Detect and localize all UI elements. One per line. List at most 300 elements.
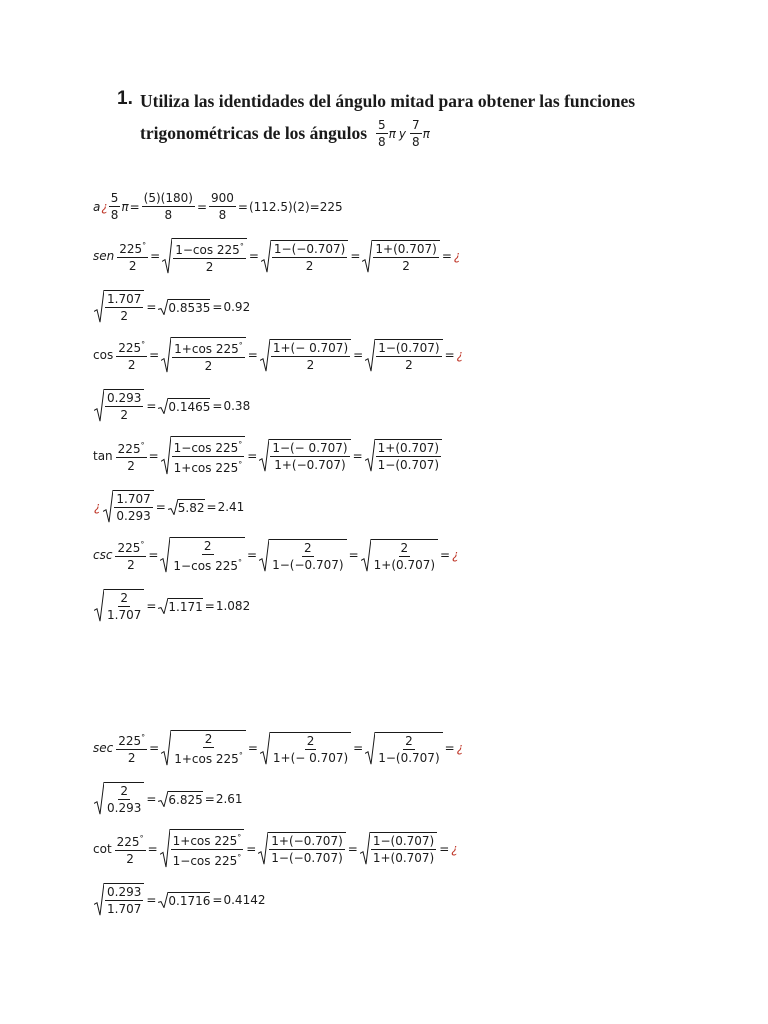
frac-num-text: 2 [204,732,213,746]
square-root [258,832,345,865]
frac-den-text: 1+(0.707) [373,557,436,572]
frac-den-text: 1+(−0.707) [274,458,346,472]
fraction [116,439,147,473]
square-root [162,238,247,274]
frac-den-text: 2 [127,358,136,372]
radicand [168,598,202,614]
frac-den-text: 1−(−0.707) [272,557,344,572]
sen-equation [93,238,460,274]
frac-den [105,901,143,916]
frac-num [117,239,148,258]
radical-sign [260,339,270,372]
radicand [113,490,153,523]
frac-num [305,734,317,750]
frac-num [171,831,244,850]
radical-sign [361,539,371,572]
frac-den-text: 2 [204,359,213,373]
fraction [171,539,244,573]
radical-sign [158,299,168,315]
frac-den [126,357,138,372]
equals: = [247,348,258,362]
radicand [371,539,438,572]
fraction [142,191,195,222]
equals: = [441,249,452,263]
frac-den-text: 1−(−0.707) [271,851,343,865]
frac-num [105,292,143,308]
equals: = [155,499,166,514]
frac-num [203,732,215,748]
frac-num [371,834,436,850]
square-root [360,832,437,865]
result-value: 0.38 [223,398,251,413]
degree-mark: ° [141,733,146,742]
square-root [361,539,438,572]
unknown-glyph: ¿ [453,249,461,263]
frac-den [270,557,345,572]
equals: = [353,348,364,362]
radicand [375,339,442,372]
unknown-glyph: ¿ [456,348,464,362]
result-value: 0.4142 [223,892,266,907]
degree-mark: ° [238,751,243,760]
equals: = [146,299,157,314]
equals: = [440,548,451,562]
radicand-value: 0.8535 [168,300,211,315]
frac-den-text: 1+cos 225 [174,752,239,766]
square-root [94,782,144,815]
square-root [260,339,351,372]
square-root [160,537,245,573]
frac-num-text: 1+(0.707) [377,441,440,455]
frac-den-text: 1−cos 225 [173,559,239,573]
frac-den-text: 2 [305,258,314,273]
frac-num-text: 1.707 [116,492,151,506]
frac-num [270,441,349,457]
square-root [365,339,442,372]
radicand-value: 5.82 [177,500,205,515]
equals: = [196,199,207,214]
radicand-value: 6.825 [168,792,203,807]
pi-symbol: π [121,199,129,214]
fraction [270,541,345,572]
frac-num [114,492,152,508]
frac-num [172,438,245,457]
frac-num [202,539,214,555]
radical-sign [162,238,172,274]
frac-num [173,240,246,259]
result-value: 0.92 [223,299,251,314]
square-root [158,791,202,807]
frac-den [172,748,245,766]
frac-den: 8 [164,208,173,222]
result-value: 2.41 [217,499,245,514]
radical-sign [260,732,270,765]
degree-mark: ° [237,833,242,842]
frac-den [126,750,138,765]
equals: = [147,841,158,856]
frac-den [172,457,245,475]
equals: = [350,249,361,263]
cot-equation [93,829,458,868]
square-root [94,290,144,323]
frac-den-text: 1−cos 225 [172,854,238,868]
frac-den-text: 0.293 [116,509,151,523]
radicand [270,339,351,372]
frac-num [116,338,147,357]
frac-num [272,242,347,258]
square-root [158,398,210,414]
fraction [376,441,441,472]
frac-num [403,734,415,750]
frac-num [105,391,143,407]
cos-equation [93,337,463,373]
frac-den [272,457,347,472]
radicand [270,732,351,765]
unknown-glyph: ¿ [101,199,108,214]
unknown-glyph: ¿ [94,499,101,514]
radicand [268,832,345,865]
radical-sign [94,883,104,916]
radical-sign [168,499,178,515]
fraction [115,538,146,572]
fraction [172,732,245,766]
angle1-fraction [376,118,388,149]
frac-num [302,541,314,557]
frac-den: 8 [218,208,227,222]
frac-num [172,339,245,358]
frac-den [114,508,152,523]
radical-sign [158,892,168,908]
equals: = [247,548,258,562]
fraction [114,492,152,523]
frac-num: 5 [110,191,119,205]
square-root [94,589,144,622]
radical-sign [94,589,104,622]
frac-den-text: 1+(− 0.707) [272,750,349,765]
square-root [103,490,153,523]
fraction [117,239,148,273]
equals: = [129,199,140,214]
frac-num [269,834,344,850]
fraction [376,341,441,372]
tan-result [93,490,244,523]
cot-result [93,883,265,916]
step-a [93,191,343,222]
result-value: 2.61 [215,791,243,806]
angle2-den: 8 [412,135,420,149]
fraction [372,541,437,572]
frac-num [399,541,411,557]
square-root [94,883,144,916]
fraction [172,339,245,373]
fraction [209,191,236,222]
frac-num-text: 1+(−0.707) [271,834,343,848]
tan-equation [93,436,443,475]
function-name: cos [93,348,114,362]
csc-equation [93,537,458,573]
frac-den-text: 1−(0.707) [377,458,440,472]
sec-equation [93,730,463,766]
frac-num-text: 1−(−0.707) [273,241,346,256]
frac-num: 900 [211,191,234,205]
square-root [161,730,246,766]
equals: = [247,448,258,463]
equals: = [444,741,455,755]
radicand [104,782,144,815]
square-root [94,389,144,422]
frac-num [271,341,350,357]
frac-num [376,341,441,357]
equals: = [149,741,160,755]
frac-den-text: 2 [205,260,214,274]
equals: = [348,548,359,562]
radical-sign [103,490,113,523]
frac-den: 8 [110,208,119,222]
radical-sign [259,539,269,572]
problem-line-1: Utiliza las identidades del ángulo mitad para obtener las funciones [140,91,636,111]
fraction [271,341,350,372]
frac-den-text: 2 [127,458,135,473]
radical-sign [94,389,104,422]
degree-mark: ° [239,242,244,251]
frac-num [116,731,147,750]
frac-num-text: 1−cos 225 [175,243,240,257]
radicand [375,439,442,472]
function-name: sen [93,249,115,263]
frac-num [116,439,147,458]
frac-num-text: 1−(0.707) [372,834,435,848]
equals: = [146,398,157,413]
radical-sign [161,337,171,373]
degree-mark: ° [141,340,146,349]
frac-den-text: 2 [402,258,410,273]
radical-sign [160,537,170,573]
cos-result [93,389,250,422]
radicand [269,539,346,572]
frac-den [127,258,139,273]
radical-sign [94,782,104,815]
frac-den [400,258,412,273]
frac-den [105,800,143,815]
degree-mark: ° [237,853,242,862]
square-root [160,829,245,868]
equals: = [146,598,157,613]
radical-sign [365,732,375,765]
radical-sign [94,290,104,323]
radicand [178,499,205,515]
radicand [269,439,350,472]
step-a-label: a [93,199,101,214]
function-name: csc [93,548,113,562]
radicand-value: 0.1716 [168,893,211,908]
frac-num-text: 1.707 [107,292,142,306]
radical-sign [365,339,375,372]
radicand [170,537,245,573]
frac-den [204,259,216,274]
fraction [270,441,349,472]
frac-den-text: 2 [120,309,128,323]
degree-mark: ° [238,460,243,469]
equals: = [204,791,215,806]
radicand [370,832,437,865]
frac-den [118,407,130,422]
square-root [261,240,348,273]
radicand [172,238,247,274]
fraction [271,734,350,765]
degree-mark: ° [139,833,144,843]
frac-num-text: 2 [120,784,128,798]
frac-num-text: 2 [405,733,413,748]
fraction [116,338,147,372]
problem-line-2-text: trigonométricas de los ángulos [140,123,368,143]
frac-num-text: 225 [117,441,141,456]
fraction [173,240,246,274]
equals: = [206,499,217,514]
frac-den-text: 2 [405,357,413,372]
frac-den-text: 2 [306,357,315,372]
equals: = [150,249,161,263]
frac-num-text: 225 [118,341,142,355]
radicand [168,892,210,908]
degree-mark: ° [140,540,145,549]
frac-den [269,850,344,865]
frac-num [105,885,143,901]
angle1-num: 5 [378,118,386,132]
frac-num [118,591,130,607]
fraction [105,784,143,815]
frac-num [373,242,438,258]
csc-result [93,589,250,622]
connector-y: y [398,126,406,141]
frac-den-text: 2 [127,558,135,572]
radical-sign [365,439,375,472]
angle2-num: 7 [412,118,420,132]
degree-mark: ° [142,241,147,250]
frac-den [171,850,244,868]
equals: = [237,199,248,214]
angle1-den: 8 [378,135,386,149]
fraction [105,591,143,622]
frac-den [376,457,441,472]
equals: = [247,741,258,755]
frac-num-text: 2 [120,591,128,605]
radical-sign [362,240,372,273]
problem-line-2 [140,118,430,149]
radicand [104,389,144,422]
radicand [171,337,246,373]
frac-den [125,458,137,473]
frac-num [376,441,441,457]
result-value: 1.082 [215,598,251,613]
radicand [104,589,144,622]
radical-sign [158,791,168,807]
frac-den-text: 1−(0.707) [378,750,440,765]
fraction [269,834,344,865]
radicand [170,829,245,868]
frac-num-text: 225 [119,242,143,256]
frac-num-text: 0.293 [107,885,142,899]
frac-num [118,784,130,800]
frac-den [118,308,130,323]
radical-sign [158,398,168,414]
equals: = [212,398,223,413]
square-root [259,539,346,572]
square-root [362,240,439,273]
equals: = [248,249,259,263]
equals: = [212,299,223,314]
radicand [372,240,439,273]
radicand-value: 0.1465 [168,399,211,414]
frac-num-text: 0.293 [107,391,142,405]
frac-num: (5)(180) [143,191,193,205]
fraction [272,242,347,273]
equals: = [347,841,358,856]
frac-num-text: 225 [118,734,142,748]
frac-num-text: 1+(0.707) [375,241,437,256]
radical-sign [258,832,268,865]
angles-expression [375,118,430,149]
frac-num-text: 2 [203,539,212,553]
degree-mark: ° [140,440,145,450]
frac-den [371,850,436,865]
fraction [371,834,436,865]
frac-den-text: 0.293 [107,801,142,815]
equals: = [212,892,223,907]
fraction [376,734,441,765]
radicand-value: 1.171 [168,599,203,614]
equals: = [246,841,257,856]
square-root [365,439,442,472]
radical-sign [259,439,269,472]
fraction [116,731,147,765]
square-root [260,732,351,765]
frac-num-text: 1−cos 225 [173,441,239,455]
frac-den [124,851,136,866]
equals: = [439,841,450,856]
fraction [109,191,121,222]
frac-den-text: 1.707 [107,608,142,622]
fraction [115,832,146,866]
square-root [161,337,246,373]
frac-num-text: 1−(0.707) [378,340,440,355]
square-root [158,598,202,614]
angle2-fraction [410,118,422,149]
radicand [375,732,442,765]
sen-result [93,290,250,323]
square-root [161,436,246,475]
radicand [271,240,348,273]
radicand [168,398,210,414]
unknown-glyph: ¿ [451,841,458,856]
frac-den-text: 1.707 [107,902,142,916]
function-name: tan [93,448,113,463]
radicand [104,883,144,916]
degree-mark: ° [238,440,243,449]
fraction [171,831,244,868]
radicand [104,290,144,323]
frac-den [105,607,143,622]
frac-num-text: 1+cos 225 [174,342,239,356]
square-root [365,732,442,765]
equals: = [146,892,157,907]
square-root [158,892,210,908]
equals: = [149,348,160,362]
square-root [168,499,205,515]
frac-num-text: 1+cos 225 [172,834,238,848]
frac-den [403,357,415,372]
frac-num [115,538,146,557]
radicand [171,730,246,766]
